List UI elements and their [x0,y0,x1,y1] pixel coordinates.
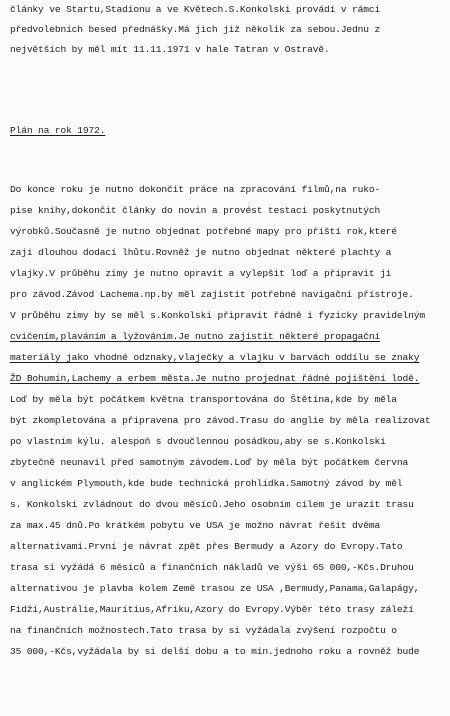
body-line-13: po vlastním kýlu. alespoň s dvoučlennou posádkou,aby se s.Konkolski [10,436,386,447]
body-line-10: ŽD Bohumín,Lachemy a erbem města.Je nutno projednat řádné pojištění lodě. [10,373,420,384]
body-line-23: 35 000,-Kčs,vyžádala by si delší dobu a to min.jednoho roku a rovněž bude [10,646,420,657]
intro-line-3: největších by měl mít 11.11.1971 v hale Tatran v Ostravě. [10,44,330,55]
body-line-21: Fidži,Austrálie,Mauritius,Afriku,Azory do Evropy.Výběr této trasy záleží [10,604,414,615]
body-line-22: na finančních možnostech.Tato trasa by si vyžádala zvýšení rozpočtu o [10,625,397,636]
body-line-19: trasa si vyžádá 6 měsíců a finančních nákladů ve výši 65 000,-Kčs.Druhou [10,562,414,573]
body-line-4: zaji dlouhou dodací lhůtu.Rovněž je nutno objednat některé plachty a [10,247,392,258]
section-heading: Plán na rok 1972. [10,125,106,136]
body-line-6: pro závod.Závod Lachema.np.by měl zajistit potřebné navigační přístroje. [10,289,414,300]
intro-line-2: předvolebních besed přednášky.Má jich již několik za sebou.Jednu z [10,24,381,35]
body-line-20: alternativou je plavba kolem Země trasou ze USA ,Bermudy,Panama,Galapágy, [10,583,420,594]
body-line-9: materiály jako vhodné odznaky,vlaječky a vlajku v barvách oddílu se znaky [10,352,420,363]
body-line-3: výrobků.Současně je nutno objednat potřebné mapy pro příští rok,které [10,226,397,237]
body-line-16: s. Konkolski zvládnout do dvou měsíců.Jeho osobním cílem je urazit trasu [10,499,414,510]
body-line-18: alternativami.První je návrat zpět přes Bermudy a Azory do Evropy.Tato [10,541,403,552]
intro-line-1: články ve Startu,Stadionu a ve Květech.S.Konkolski provádí v rámci [10,4,381,15]
body-line-11: Loď by měla být počátkem května transportována do Štětína,kde by měla [10,394,397,405]
body-line-14: zbytečně neunavil před samotným závodem.Loď by měla být počátkem června [10,457,409,468]
body-line-2: pise knihy,dokončit články do novin a provést testaci poskytnutých [10,205,381,216]
body-line-1: Do konce roku je nutno dokončit práce na zpracování filmů,na ruko- [10,184,381,195]
body-line-7: V průběhu zimy by se měl s.Konkolski připravit řádně i fyzicky pravidelným [10,310,425,321]
body-line-12: být zkompletována a připravena pro závod.Trasu do anglie by měla realizovat [10,415,431,426]
body-line-8: cvičením,plaváním a lyžováním.Je nutno zajistit některé propagační [10,331,381,342]
body-line-5: vlajky.V průběhu zimy je nutno opravit a vylepšit loď a připravit ji [10,268,392,279]
body-line-17: za max.45 dnů.Po krátkém pobytu ve USA je možno návrat řešit dvěma [10,520,381,531]
body-line-15: v anglickém Plymouth,kde bude technická prohlídka.Samotný závod by měl [10,478,403,489]
